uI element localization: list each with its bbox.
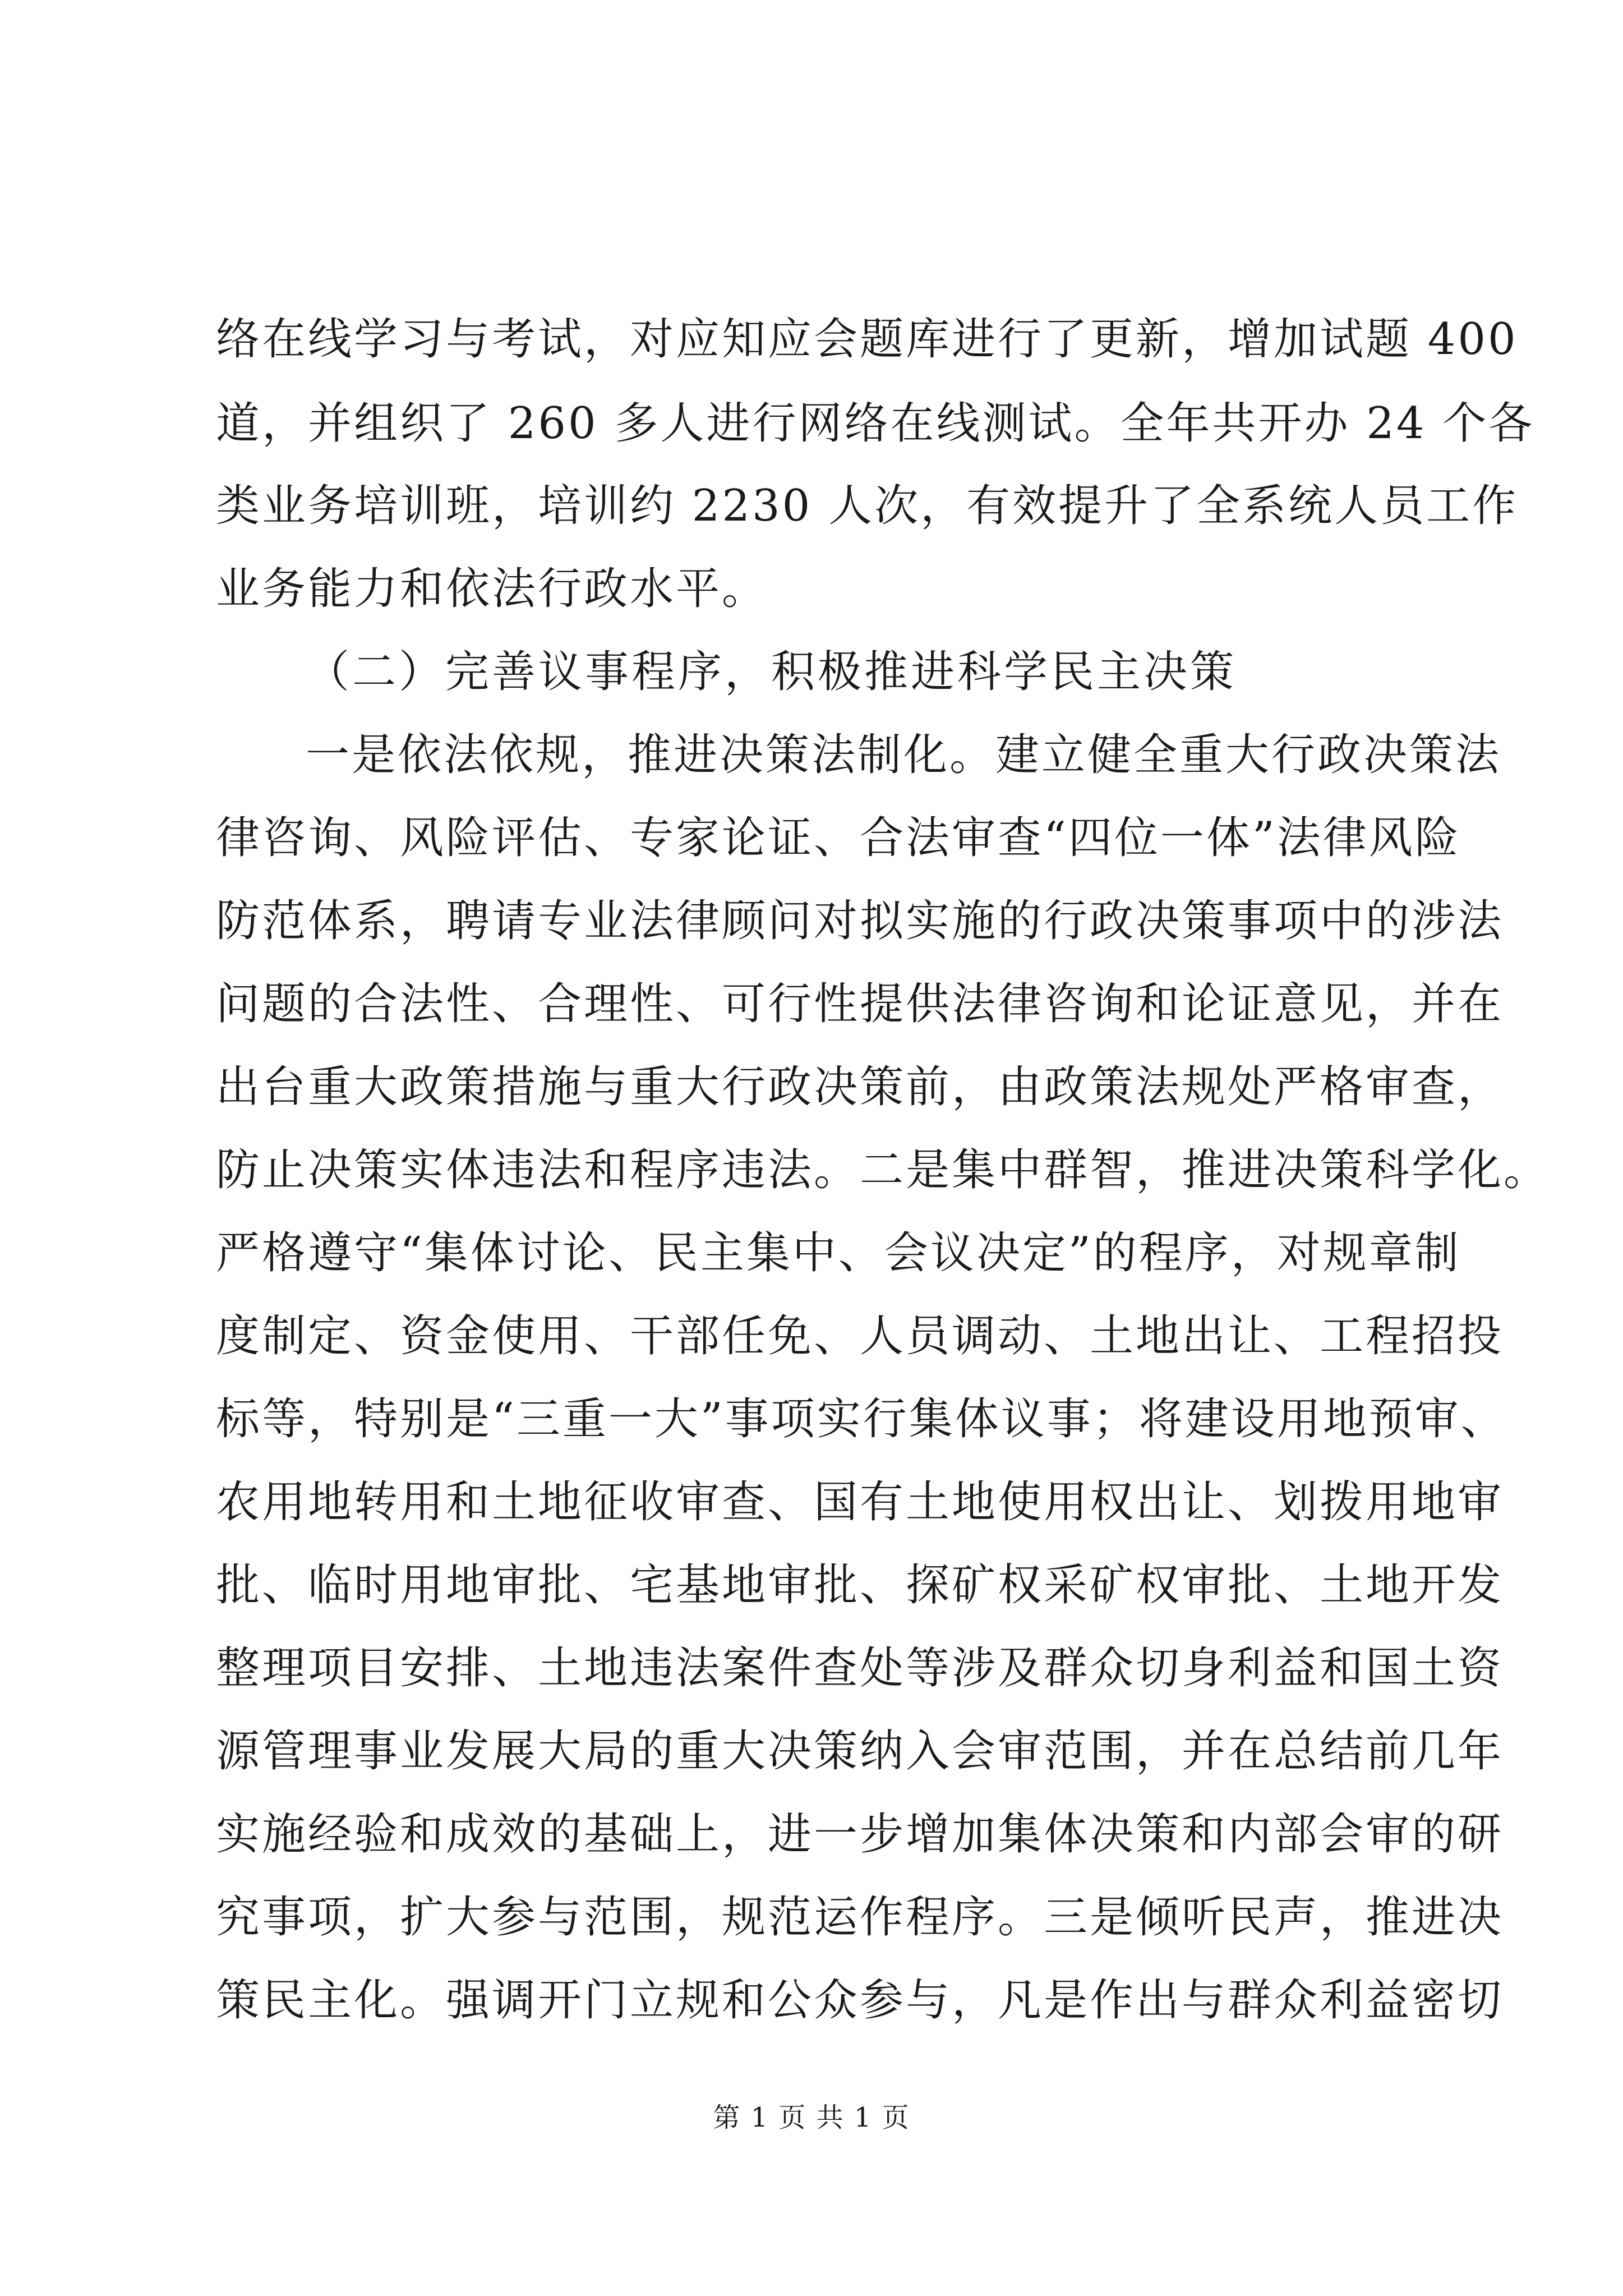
body-text-line: 度制定、资金使用、干部任免、人员调动、土地出让、工程招投 — [216, 1311, 1504, 1361]
body-text-line: 究事项，扩大参与范围，规范运作程序。三是倾听民声，推进决 — [216, 1892, 1504, 1943]
page-footer: 第 1 页 共 1 页 — [713, 2102, 910, 2133]
body-text-line: 一是依法依规，推进决策法制化。建立健全重大行政决策法 — [306, 730, 1502, 780]
body-text-line: 源管理事业发展大局的重大决策纳入会审范围，并在总结前几年 — [216, 1726, 1504, 1777]
body-text-line: 律咨询、风险评估、专家论证、合法审查“四位一体”法律风险 — [216, 813, 1461, 863]
body-text-line: 批、临时用地审批、宅基地审批、探矿权采矿权审批、土地开发 — [216, 1560, 1504, 1611]
body-text-line: 防范体系，聘请专业法律顾问对拟实施的行政决策事项中的涉法 — [216, 896, 1504, 946]
section-heading: （二）完善议事程序，积极推进科学民主决策 — [306, 647, 1237, 697]
body-text-line: 类业务培训班，培训约 2230 人次，有效提升了全系统人员工作 — [216, 481, 1519, 531]
body-text-line: 业务能力和依法行政水平。 — [216, 564, 768, 614]
body-text-line: 实施经验和成效的基础上，进一步增加集体决策和内部会审的研 — [216, 1809, 1504, 1860]
body-text-line: 道，并组织了 260 多人进行网络在线测试。全年共开办 24 个各 — [216, 398, 1535, 449]
body-text-line: 策民主化。强调开门立规和公众参与，凡是作出与群众利益密切 — [216, 1975, 1504, 2026]
body-text-line: 标等，特别是“三重一大”事项实行集体议事；将建设用地预审、 — [216, 1394, 1507, 1444]
body-text-line: 严格遵守“集体讨论、民主集中、会议决定”的程序，对规章制 — [216, 1228, 1461, 1278]
body-text-line: 防止决策实体违法和程序违法。二是集中群智，推进决策科学化。 — [216, 1145, 1550, 1195]
body-text-line: 问题的合法性、合理性、可行性提供法律咨询和论证意见，并在 — [216, 979, 1504, 1029]
body-text-line: 整理项目安排、土地违法案件查处等涉及群众切身利益和国土资 — [216, 1643, 1504, 1694]
body-text-line: 出台重大政策措施与重大行政决策前，由政策法规处严格审查， — [216, 1062, 1504, 1112]
body-text-line: 农用地转用和土地征收审查、国有土地使用权出让、划拨用地审 — [216, 1477, 1504, 1527]
body-text-line: 络在线学习与考试，对应知应会题库进行了更新，增加试题 400 — [216, 314, 1518, 365]
